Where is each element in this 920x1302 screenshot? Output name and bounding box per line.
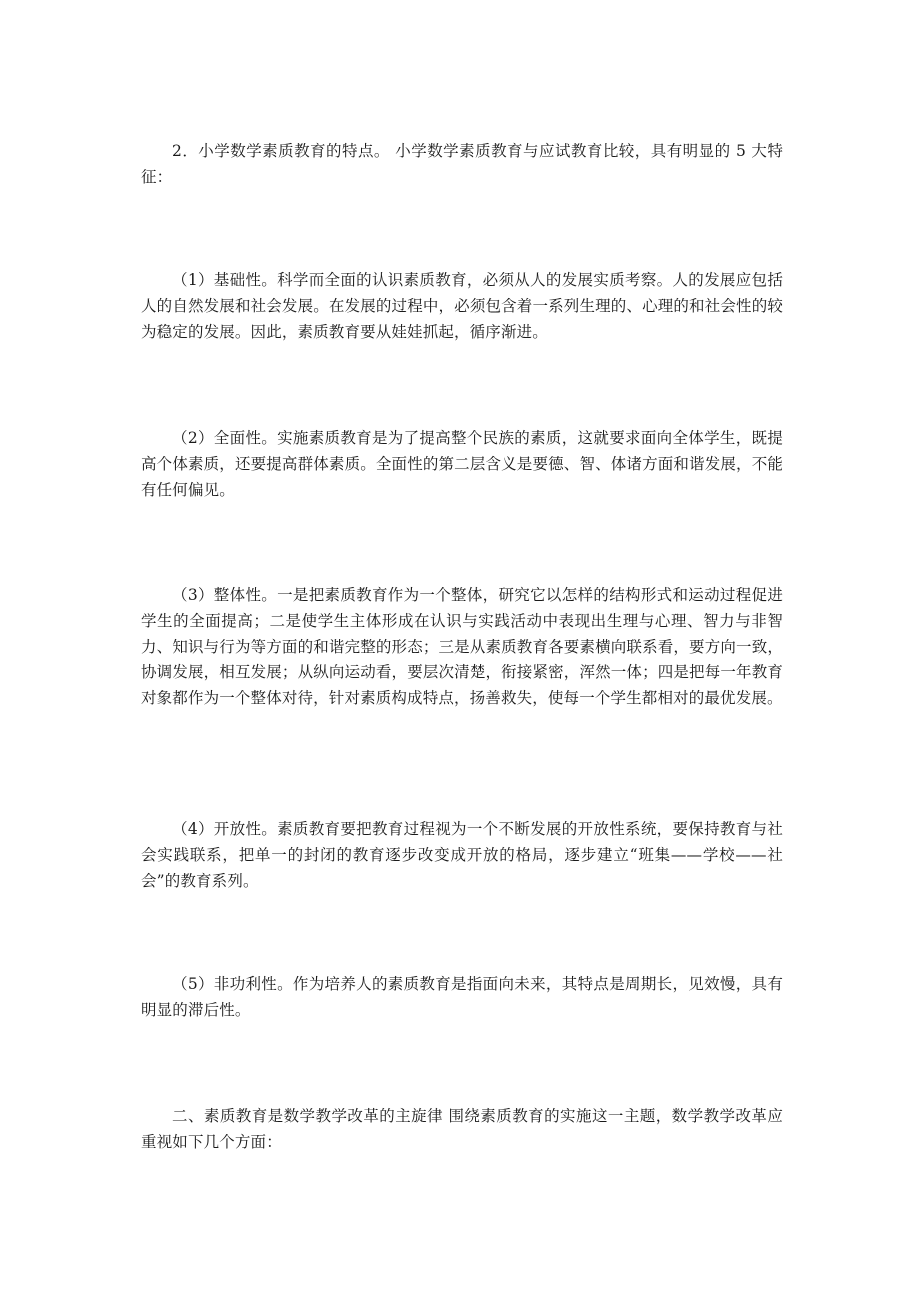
- paragraph-section-two-heading: 二、素质教育是数学教学改革的主旋律 围绕素质教育的实施这一主题，数学教学改革应重视如下几个方面：: [141, 1107, 783, 1151]
- paragraph-comprehensive: （2）全面性。实施素质教育是为了提高整个民族的素质，这就要求面向全体学生，既提高个体素质，还要提高群体素质。全面性的第二层含义是要德、智、体诸方面和谐发展，不能有任何偏见。: [141, 429, 783, 499]
- paragraph-non-utilitarian: （5）非功利性。作为培养人的素质教育是指面向未来，其特点是周期长，见效慢，具有明显的滞后性。: [141, 975, 783, 1019]
- paragraph-openness: （4）开放性。素质教育要把教育过程视为一个不断发展的开放性系统，要保持教育与社会实践联系，把单一的封闭的教育逐步改变成开放的格局，逐步建立“班集——学校——社会”的教育系列。: [141, 820, 783, 890]
- paragraph-foundational: （1）基础性。科学而全面的认识素质教育，必须从人的发展实质考察。人的发展应包括人的自然发展和社会发展。在发展的过程中，必须包含着一系列生理的、心理的和社会性的较为稳定的发展。因此，素质教育要从娃娃抓起，循序渐进。: [141, 271, 783, 341]
- paragraph-holistic: （3）整体性。一是把素质教育作为一个整体，研究它以怎样的结构形式和运动过程促进学生的全面提高；二是使学生主体形成在认识与实践活动中表现出生理与心理、智力与非智力、知识与行为等方面的和谐完整的形态；三是从素质教育各要素横向联系看，要方向一致，协调发展，相互发展；从纵向运动看，要层次清楚，衔接紧密，浑然一体；四是把每一年教育对象都作为一个整体对待，针对素质构成特点，扬善救失，使每一个学生都相对的最优发展。: [141, 586, 783, 708]
- paragraph-features-intro: 2．小学数学素质教育的特点。 小学数学素质教育与应试教育比较，具有明显的 5 大特征：: [141, 142, 783, 186]
